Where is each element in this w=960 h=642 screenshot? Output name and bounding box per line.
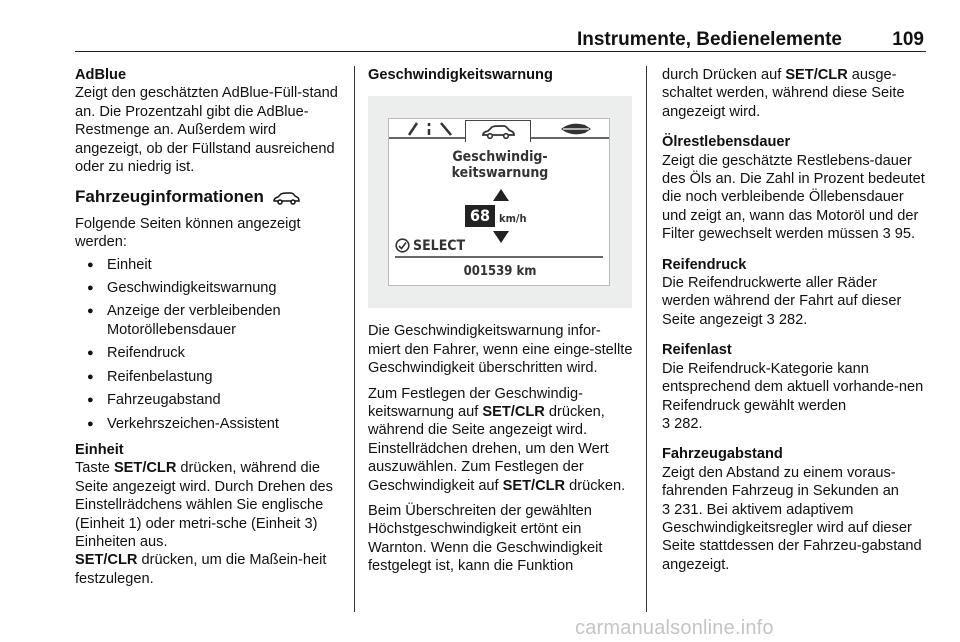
page-number: 109 (892, 29, 924, 50)
vehicle-info-intro: Folgende Seiten können angezeigt werden: (75, 215, 301, 251)
select-label: SELECT (413, 238, 466, 255)
header-title: Instrumente, Bedienelemente (576, 29, 842, 50)
page-reference[interactable]: 3 95. (882, 226, 916, 243)
car-icon (481, 125, 515, 139)
list-item: ● Fahrzeugabstand (75, 391, 343, 409)
oil-life-section (662, 133, 928, 243)
list-item: ● Anzeige der verbleibenden Motoröllebensdauer (75, 302, 343, 339)
tire-load-section (662, 341, 928, 433)
unit-text: Taste SET/CLR drücken, während die Seite angezeigt wird. Durch Drehen des Einstellrädchens wählen Sie englische (Einheit 1) oder metri-sche (Einheit 3) Einheiten aus. SET/CLR drücken, um die Maßein-heit festzulegen. (75, 460, 333, 587)
unit-heading: Einheit (75, 441, 124, 458)
list-item: ● Reifenbelastung (75, 368, 343, 386)
oil-life-text: Zeigt die geschätzte Restlebens-dauer des Öls an. Die Zahl in Prozent bedeutet die noch verbleibende Öllebensdauer und zeigt an, wann das Motoröl und der Filter gewechselt werden müssen 3 95. (662, 152, 925, 243)
column-right (662, 66, 928, 586)
tire-pressure-text: Die Reifendruckwerte aller Räder werden während der Fahrt auf dieser Seite angezeigt 3 282. (662, 275, 902, 328)
road-icon (407, 122, 453, 136)
speed-warning-continued-text: durch Drücken auf SET/CLR ausge-schaltet werden, während diese Seite angezeigt wird. (662, 67, 905, 120)
list-item: ● Verkehrszeichen-Assistent (75, 415, 343, 433)
column-divider (646, 66, 647, 612)
tire-pressure-heading: Reifendruck (662, 256, 747, 273)
speed-unit: km/h (499, 212, 527, 226)
tire-load-heading: Reifenlast (662, 342, 732, 359)
distance-heading: Fahrzeugabstand (662, 446, 783, 463)
speed-value: 68 (465, 205, 495, 227)
arrow-down-icon (493, 231, 509, 243)
vehicle-info-heading-text: Fahrzeuginformationen (75, 187, 264, 207)
speed-warning-p1: Die Geschwindigkeitswarnung infor-miert den Fahrer, wenn eine einge-stellte Geschwindigkeit überschritten wird. (368, 323, 633, 377)
tire-pressure-section (662, 256, 928, 330)
checkmark-circle-icon (395, 238, 410, 253)
oil-life-heading: Ölrestlebensdauer (662, 134, 791, 151)
watermark: carmanualsonline.info (575, 617, 774, 639)
display-title-line2: keitswarnung (451, 165, 549, 182)
display-tab-bar (389, 119, 609, 139)
speed-warning-p3: Beim Überschreiten der gewählten Höchstgeschwindigkeit ertönt ein Warnton. Wenn die Geschwindigkeit festgelegt ist, kann die Funktion (368, 503, 603, 575)
vehicle-info-list (75, 256, 343, 433)
display-divider (395, 256, 603, 258)
column-left (75, 66, 343, 595)
selected-tab (465, 120, 531, 142)
speed-warning-p2: Zum Festlegen der Geschwindig-keitswarnung auf SET/CLR drücken, während die Seite angezeigt wird. Einstellrädchen drehen, um den Wert auszuwählen. Zum Festlegen der Geschwindigkeit auf SET/CLR drücken. (368, 385, 626, 494)
info-display-screen (388, 118, 610, 286)
adblue-section (75, 66, 343, 176)
display-title-line1: Geschwindig- (452, 149, 548, 166)
vehicle-info-heading (75, 188, 343, 206)
odometer-readout: 001539 km (463, 264, 537, 280)
adblue-text: Zeigt den geschätzten AdBlue-Füll-stand an. Die Prozentzahl gibt die AdBlue-Restmenge an. Außerdem wird angezeigt, ob der Füllstand ausreichend oder zu niedrig ist. (75, 85, 338, 176)
distance-section (662, 445, 928, 574)
distance-text: Zeigt den Abstand zu einem voraus-fahrenden Fahrzeug in Sekunden an 3 231. Bei aktivem adaptivem Geschwindigkeitsregler wird auf dieser Seite stattdessen der Fahrzeu-gabstand angezeigt. (662, 464, 922, 573)
page-header (75, 26, 926, 52)
arrow-up-icon (493, 189, 509, 201)
page-reference[interactable]: 3 282. (662, 415, 703, 432)
speed-warning-continued (662, 66, 928, 121)
list-item: ● Geschwindigkeitswarnung (75, 279, 343, 297)
column-middle (368, 66, 633, 583)
page-reference[interactable]: 3 231. (662, 501, 703, 518)
display-illustration (368, 96, 632, 308)
car-icon (272, 191, 300, 205)
list-item: ● Einheit (75, 256, 343, 274)
list-item: ● Reifendruck (75, 344, 343, 362)
tire-load-text: Die Reifendruck-Kategorie kann entsprechend dem aktuell vorhande-nen Reifendruck gewählt werden 3 282. (662, 360, 924, 432)
speed-warning-heading: Geschwindigkeitswarnung (368, 67, 553, 83)
page-reference[interactable]: 3 282. (766, 311, 808, 328)
adblue-heading: AdBlue (75, 67, 127, 83)
column-divider (354, 66, 355, 612)
eco-leaf-icon (559, 121, 593, 137)
